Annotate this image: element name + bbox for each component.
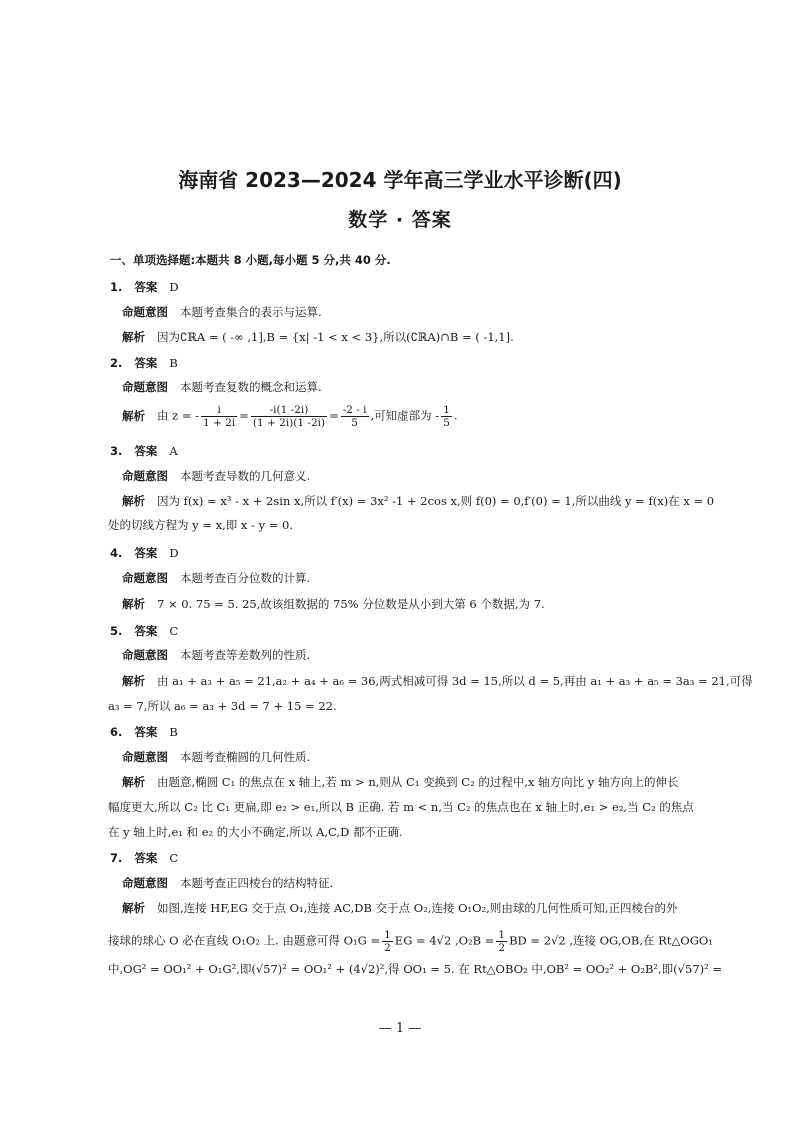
q6-analysis-line-2: 幅度更大,所以 C₂ 比 C₁ 更扁,即 e₂ > e₁,所以 B 正确. 若 m < n,当 C₂ 的焦点也在 x 轴上时,e₁ > e₂,当 C₂ 的焦点 [108, 800, 694, 814]
q7-analysis-line [122, 901, 678, 915]
page-title: 海南省 2023—2024 学年高三学业水平诊断(四) [178, 168, 622, 192]
fraction-numerator: 1 [384, 929, 391, 941]
analysis-label: 解析 [122, 494, 145, 508]
analysis-label: 解析 [122, 330, 145, 344]
q7-fraction-2 [496, 929, 507, 954]
fraction-numerator: -i(1 -2i) [251, 404, 327, 417]
q6-number: 6. [110, 725, 123, 739]
q7-number: 7. [110, 851, 123, 865]
intent-label: 命题意图 [122, 750, 168, 764]
intent-label: 命题意图 [122, 380, 168, 394]
q2-analysis-line [122, 404, 458, 429]
answer-label: 答案 [134, 356, 158, 370]
q3-analysis-line [122, 494, 714, 508]
q7-analysis-line-3: 中,OG² = OO₁² + O₁G²,即(√57)² = OO₁² + (4√2)²,得 OO₁ = 5. 在 Rt△OBO₂ 中,OB² = OO₂² + O₂B²,即(√57)² = [108, 962, 723, 976]
q6-analysis-line-3: 在 y 轴上时,e₁ 和 e₂ 的大小不确定,所以 A,C,D 都不正确. [108, 825, 403, 839]
q7-analysis-2-start: 接球的球心 O 必在直线 O₁O₂ 上. 由题意可得 O₁G = [108, 933, 381, 948]
q1-answer-line [110, 280, 179, 294]
equals-sign: = [239, 408, 249, 423]
analysis-label: 解析 [122, 674, 145, 688]
intent-label: 命题意图 [122, 648, 168, 662]
q6-answer-line [110, 725, 178, 739]
fraction-denominator: 2 [498, 942, 506, 954]
q6-analysis-line [122, 775, 678, 789]
q5-answer: C [169, 624, 179, 638]
page-number: — 1 — [378, 1021, 422, 1036]
analysis-label: 解析 [122, 775, 145, 789]
q2-analysis-mid: ,可知虚部为 - [370, 408, 440, 423]
q7-analysis-2-mid: EG = 4√2 ,O₂B = [394, 933, 495, 948]
fraction-denominator: 5 [351, 417, 358, 429]
fraction-numerator: i [201, 404, 237, 417]
q2-fraction-1 [201, 404, 237, 429]
q4-intent: 本题考查百分位数的计算. [180, 571, 311, 585]
q6-analysis-1: 由题意,椭圆 C₁ 的焦点在 x 轴上,若 m > n,则从 C₁ 变换到 C₂ 的过程中,x 轴方向比 y 轴方向上的伸长 [157, 775, 679, 789]
answer-label: 答案 [134, 280, 158, 294]
q2-fraction-2 [251, 404, 327, 429]
q7-intent-line [122, 876, 333, 890]
q2-intent: 本题考查复数的概念和运算. [180, 380, 322, 394]
q2-fraction-4 [441, 404, 452, 429]
page-subtitle: 数学 · 答案 [348, 209, 452, 231]
analysis-label: 解析 [122, 901, 145, 915]
fraction-denominator: 1 + 2i [203, 417, 236, 429]
q3-analysis-line-2: 处的切线方程为 y = x,即 x - y = 0. [108, 518, 293, 532]
q1-intent-line [122, 305, 322, 319]
q2-analysis-start: 由 z = - [157, 408, 200, 423]
q5-analysis-1: 由 a₁ + a₃ + a₅ = 21,a₂ + a₄ + a₆ = 36,两式相减可得 3d = 15,所以 d = 5,再由 a₁ + a₃ + a₅ = 3a₃ = 21,可得 [157, 674, 753, 688]
fraction-numerator: -2 - i [342, 404, 367, 416]
q4-analysis: 7 × 0. 75 = 5. 25,故该组数据的 75% 分位数是从小到大第 6 个数据,为 7. [157, 597, 545, 611]
q3-answer-line [110, 444, 178, 458]
fraction-denominator: 5 [443, 417, 450, 429]
q1-answer: D [169, 280, 179, 294]
q6-intent: 本题考查椭圆的几何性质. [180, 750, 311, 764]
q3-number: 3. [110, 444, 123, 458]
q5-answer-line [110, 624, 178, 638]
q7-analysis-2-end: BD = 2√2 ,连接 OG,OB,在 Rt△OGO₁ [509, 933, 713, 948]
fraction-denominator: (1 + 2i)(1 -2i) [252, 417, 326, 429]
q2-number: 2. [110, 356, 123, 370]
q3-intent-line [122, 469, 310, 483]
q4-number: 4. [110, 546, 123, 560]
q6-answer: B [169, 725, 178, 739]
q7-intent: 本题考查正四棱台的结构特征. [180, 876, 334, 890]
fraction-numerator: 1 [443, 404, 450, 416]
q5-intent-line [122, 648, 310, 662]
q2-fraction-3 [341, 404, 369, 429]
intent-label: 命题意图 [122, 469, 168, 483]
q5-number: 5. [110, 624, 123, 638]
q1-analysis: 因为∁ℝA = ( -∞ ,1],B = {x| -1 < x < 3},所以(∁ℝA)∩B = ( -1,1]. [157, 330, 514, 344]
q2-analysis-end: . [453, 408, 458, 423]
answer-label: 答案 [134, 725, 158, 739]
analysis-label: 解析 [122, 597, 145, 611]
q5-intent: 本题考查等差数列的性质. [180, 648, 311, 662]
intent-label: 命题意图 [122, 571, 168, 585]
fraction-numerator: 1 [498, 929, 506, 941]
q7-answer-line [110, 851, 178, 865]
answer-label: 答案 [134, 851, 158, 865]
equals-sign: = [329, 408, 339, 423]
q4-answer: D [169, 546, 179, 560]
section-heading: 一、单项选择题:本题共 8 小题,每小题 5 分,共 40 分. [110, 253, 391, 267]
q3-answer: A [169, 444, 178, 458]
q5-analysis-line-2: a₃ = 7,所以 a₆ = a₃ + 3d = 7 + 15 = 22. [108, 699, 337, 713]
q2-answer: B [169, 356, 178, 370]
q2-intent-line [122, 380, 322, 394]
q1-analysis-line [122, 330, 514, 344]
q6-intent-line [122, 750, 310, 764]
analysis-label: 解析 [122, 408, 145, 423]
answer-label: 答案 [134, 546, 158, 560]
q3-intent: 本题考查导数的几何意义. [180, 469, 311, 483]
fraction-denominator: 2 [384, 942, 391, 954]
q4-answer-line [110, 546, 179, 560]
q2-answer-line [110, 356, 178, 370]
q5-analysis-line [122, 674, 753, 688]
q3-analysis-1: 因为 f(x) = x³ - x + 2sin x,所以 f′(x) = 3x² -1 + 2cos x,则 f(0) = 0,f′(0) = 1,所以曲线 y = f(x)在 x = 0 [157, 494, 715, 508]
q4-intent-line [122, 571, 310, 585]
q7-analysis-line-2 [108, 929, 713, 954]
q1-intent: 本题考查集合的表示与运算. [180, 305, 322, 319]
q7-analysis-1: 如图,连接 HF,EG 交于点 O₁,连接 AC,DB 交于点 O₂,连接 O₁O₂,则由球的几何性质可知,正四棱台的外 [157, 901, 678, 915]
q7-fraction-1 [382, 929, 393, 954]
q1-number: 1. [110, 280, 123, 294]
answer-label: 答案 [134, 444, 158, 458]
intent-label: 命题意图 [122, 305, 168, 319]
q7-answer: C [169, 851, 179, 865]
intent-label: 命题意图 [122, 876, 168, 890]
answer-label: 答案 [134, 624, 158, 638]
q4-analysis-line [122, 597, 545, 611]
